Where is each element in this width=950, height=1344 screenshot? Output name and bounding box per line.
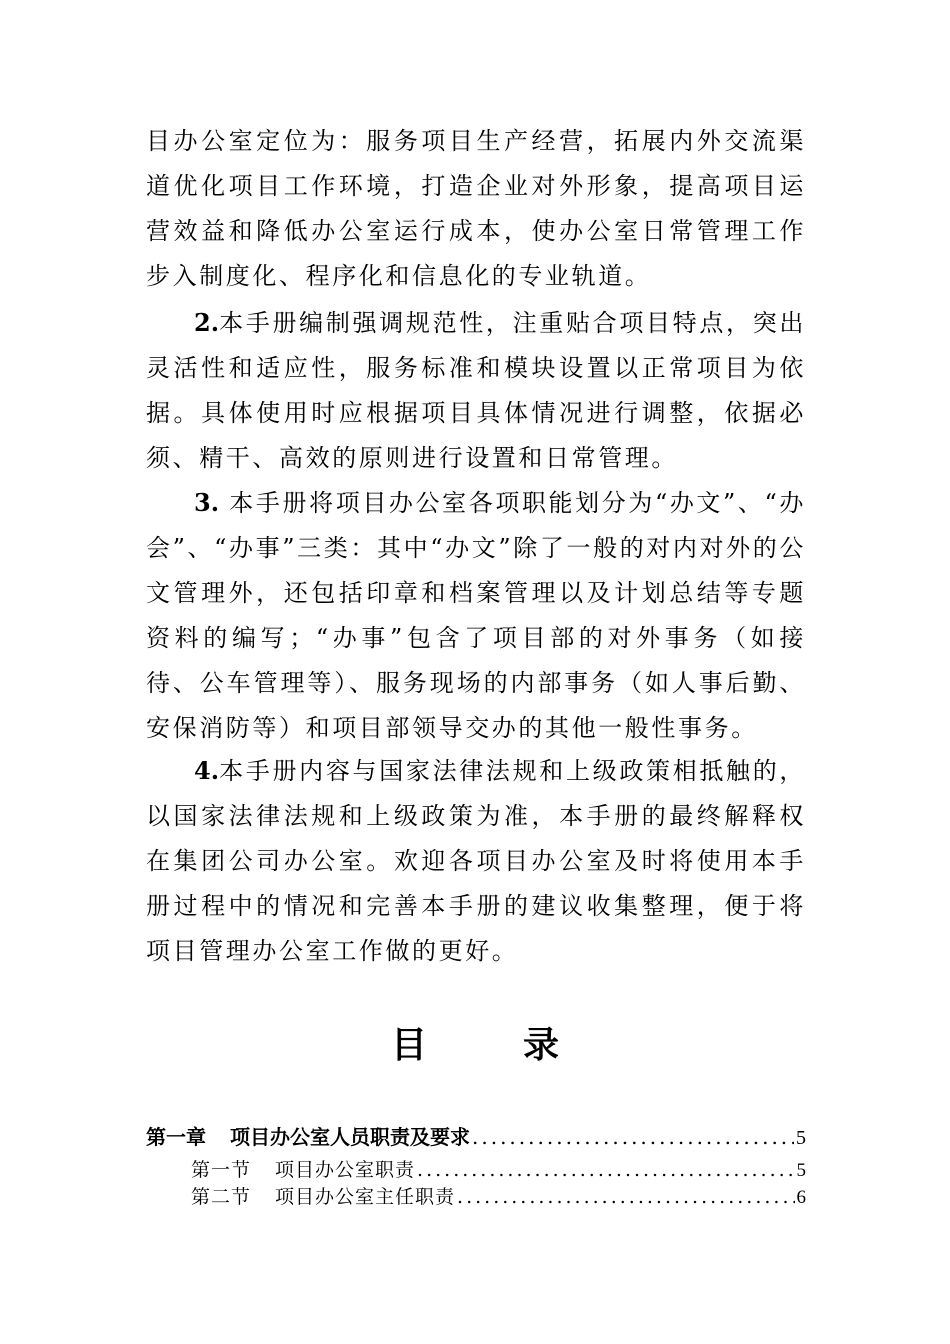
- toc-section-page: 6: [796, 1187, 806, 1208]
- paragraph-2: [146, 300, 806, 481]
- toc-section-page: 5: [796, 1160, 806, 1181]
- toc-heading-char-1: 目: [390, 1025, 427, 1066]
- toc-leader-dots: [470, 1122, 794, 1152]
- toc-leader-dots: [415, 1157, 794, 1183]
- toc-entry-section-1[interactable]: [191, 1157, 806, 1184]
- paragraph-4: [146, 748, 806, 974]
- toc-chapter-title: 项目办公室人员职责及要求: [230, 1125, 470, 1149]
- toc-entry-chapter-1[interactable]: [146, 1122, 806, 1153]
- toc-chapter-label: 第一章: [146, 1125, 206, 1149]
- paragraph-2-number: 2.: [194, 308, 220, 337]
- paragraph-4-text: 本手册内容与国家法律法规和上级政策相抵触的，以国家法律法规和上级政策为准，本手册的最终解释权在集团公司办公室。欢迎各项目办公室及时将使用本手册过程中的情况和完善本手册的建议收集整理，便于将项目管理办公室工作做的更好。: [146, 757, 806, 965]
- toc-leader-dots: [455, 1184, 794, 1210]
- toc-section-title: 项目办公室主任职责: [275, 1186, 456, 1208]
- paragraph-3: [146, 480, 806, 751]
- paragraph-2-text: 本手册编制强调规范性，注重贴合项目特点，突出灵活性和适应性，服务标准和模块设置以正常项目为依据。具体使用时应根据项目具体情况进行调整，依据必须、精干、高效的原则进行设置和日常管理。: [146, 309, 806, 472]
- toc-chapter-page: 5: [796, 1127, 806, 1149]
- toc-heading-char-2: 录: [523, 1025, 560, 1066]
- toc-entry-section-2[interactable]: [191, 1184, 806, 1211]
- paragraph-3-text: 本手册将项目办公室各项职能划分为“办文”、“办会”、“办事”三类：其中“办文”除了一般的对内对外的公文管理外，还包括印章和档案管理以及计划总结等专题资料的编写；“办事”包含了项目部的对外事务（如接待、公车管理等）、服务现场的内部事务（如人事后勤、安保消防等）和项目部领导交办的其他一般性事务。: [146, 489, 806, 742]
- paragraph-1-continuation: 目办公室定位为：服务项目生产经营，拓展内外交流渠道优化项目工作环境，打造企业对外形象，提高项目运营效益和降低办公室运行成本，使办公室日常管理工作步入制度化、程序化和信息化的专业轨道。: [146, 127, 806, 290]
- toc-section-label: 第二节: [191, 1186, 252, 1208]
- toc-section-title: 项目办公室职责: [275, 1159, 416, 1181]
- paragraph-4-number: 4.: [194, 756, 220, 785]
- toc-heading: [0, 1022, 950, 1070]
- toc-section-label: 第一节: [191, 1159, 252, 1181]
- paragraph-3-number: 3.: [194, 488, 220, 517]
